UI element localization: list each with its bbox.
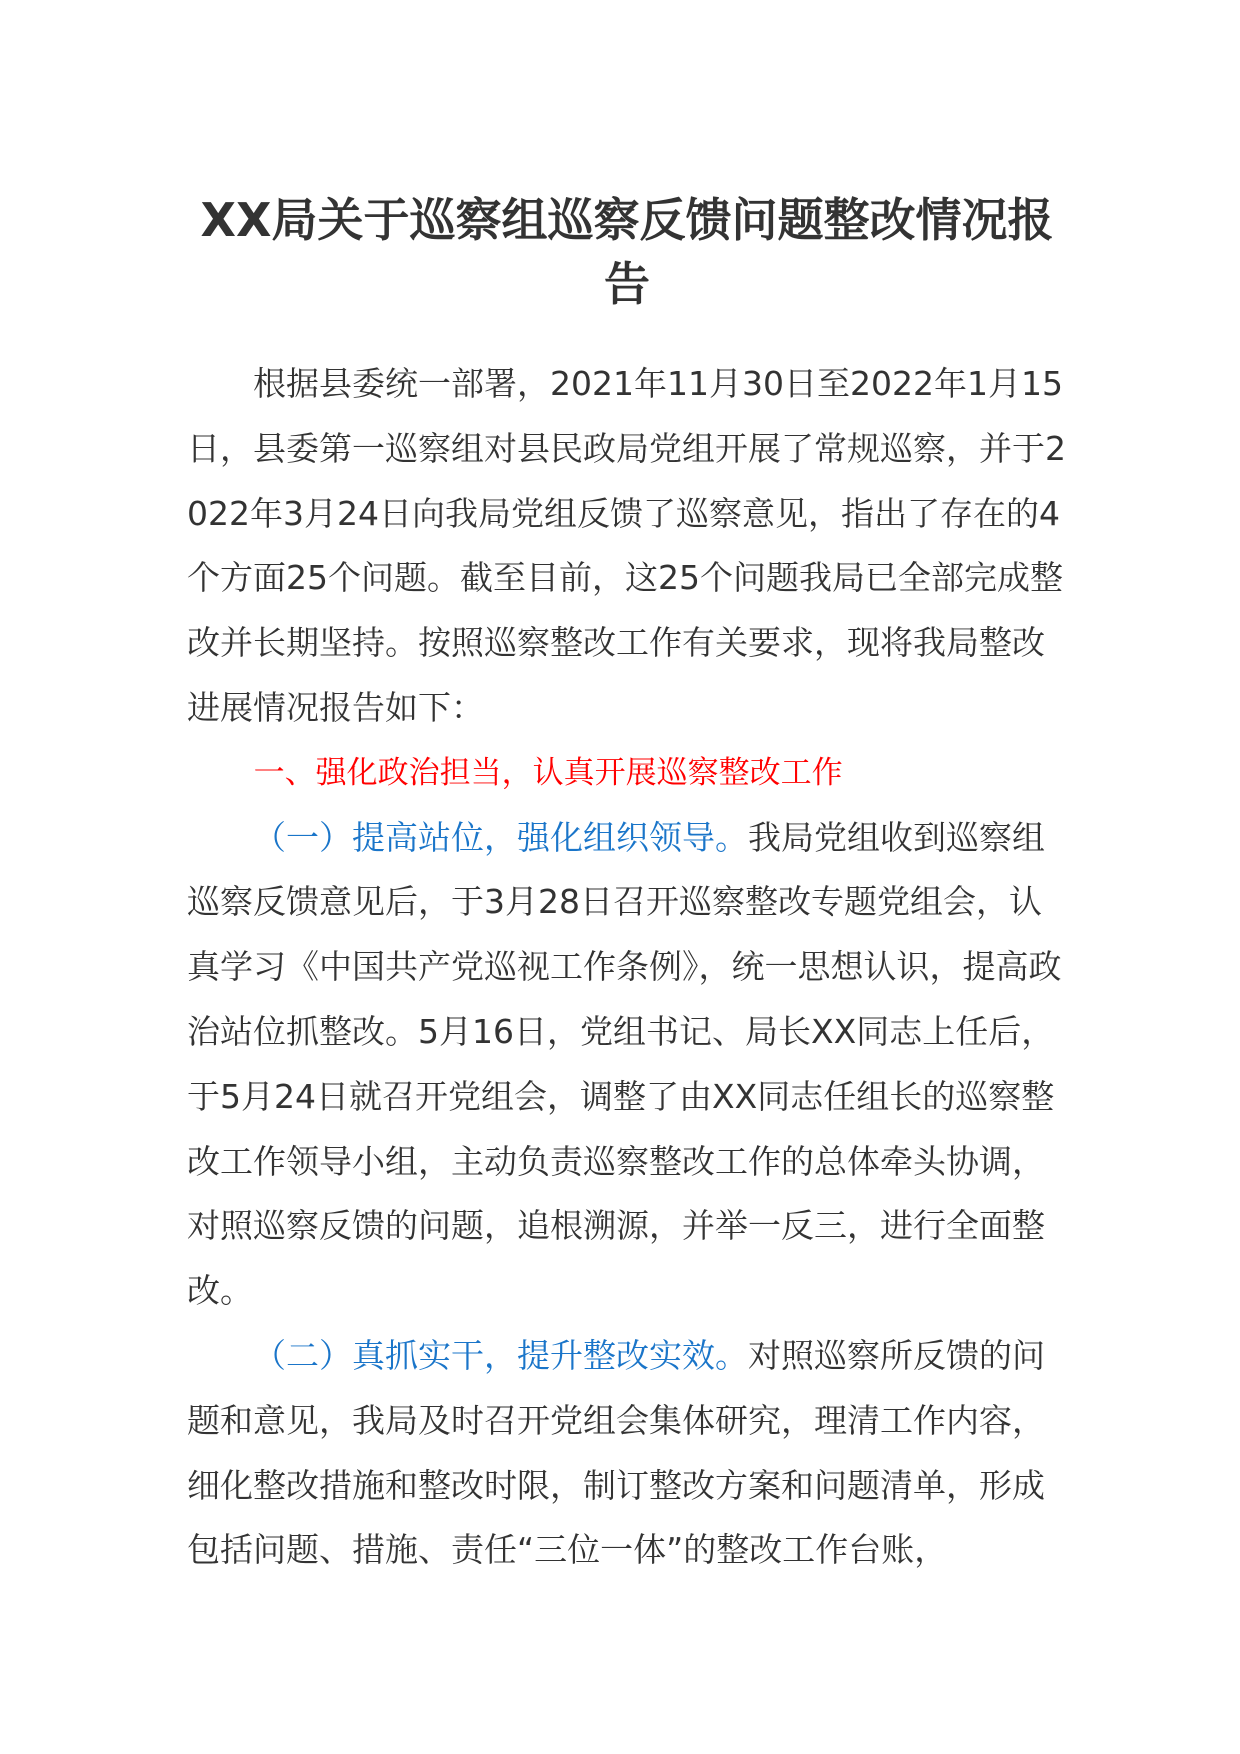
subsection-paragraph-2 [187,1324,1067,1583]
section-heading: 一、强化政治担当，认真开展巡察整改工作 [253,754,843,791]
subsection-body-2: 对照巡察所反馈的问题和意见，我局及时召开党组会集体研究，理清工作内容，细化整改措施和整改时限，制订整改方案和问题清单，形成包括问题、措施、责任“三位一体”的整改工作台账， [187,1335,1045,1570]
intro-paragraph: 根据县委统一部署，2021年11月30日至2022年1月15日，县委第一巡察组对县民政局党组开展了常规巡察，并于2022年3月24日向我局党组反馈了巡察意见，指出了存在的4个方面25个问题。截至目前，这25个问题我局已全部完成整改并长期坚持。按照巡察整改工作有关要求，现将我局整改进展情况报告如下： [187,364,1066,727]
subsection-heading-1: （一）提高站位，强化组织领导。 [253,817,748,857]
subsection-paragraph-1 [187,806,1067,1324]
document-page [187,188,1067,1583]
subsection-body-1: 我局党组收到巡察组巡察反馈意见后，于3月28日召开巡察整改专题党组会，认真学习《中国共产党巡视工作条例》，统一思想认识，提高政治站位抓整改。5月16日，党组书记、局长XX同志上任后，于5月24日就召开党组会，调整了由XX同志任组长的巡察整改工作领导小组，主动负责巡察整改工作的总体牵头协调，对照巡察反馈的问题，追根溯源，并举一反三，进行全面整改。 [187,817,1062,1311]
subsection-heading-2: （二）真抓实干，提升整改实效。 [253,1335,748,1375]
document-title: XX局关于巡察组巡察反馈问题整改情况报告 [200,193,1054,311]
